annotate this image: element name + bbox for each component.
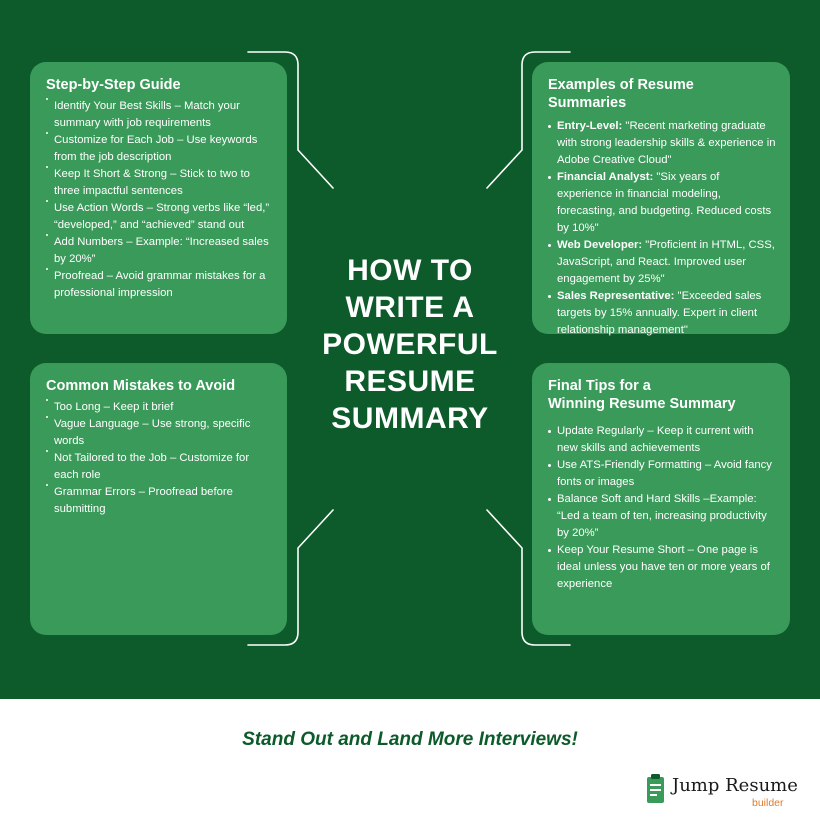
final-tip-item: Balance Soft and Hard Skills –Example: “Led a team of ten, increasing productivity by 20%”: [548, 491, 776, 542]
final-tip-item: Use ATS-Friendly Formatting – Avoid fancy fonts or images: [548, 457, 776, 491]
title-line: WRITE A: [345, 291, 475, 324]
example-item: [548, 288, 776, 339]
step-guide-card: [30, 62, 287, 334]
step-guide-item: Identify Your Best Skills – Match your summary with job requirements: [46, 98, 273, 132]
title-line: POWERFUL: [322, 328, 498, 361]
example-item: [548, 237, 776, 288]
main-title: [290, 252, 530, 437]
final-tip-item: Update Regularly – Keep it current with new skills and achievements: [548, 423, 776, 457]
logo-wordmark: Jump Resume: [672, 775, 798, 796]
final-tip-item: Keep Your Resume Short – One page is ideal unless you have ten or more years of experience: [548, 542, 776, 593]
logo-subtitle: builder: [752, 797, 784, 809]
example-label: Entry-Level:: [557, 120, 623, 132]
final-tips-heading-line2: Winning Resume Summary: [548, 396, 736, 412]
title-line: SUMMARY: [331, 402, 489, 435]
step-guide-item: Customize for Each Job – Use keywords from the job description: [46, 132, 273, 166]
final-tips-heading-line1: Final Tips for a: [548, 378, 651, 394]
example-text: "Six years of experience in financial modeling, forecasting, and budgeting. Reduced costs by 10%": [557, 171, 772, 234]
example-text: "Proficient in HTML, CSS, JavaScript, and React. Improved user engagement by 25%": [557, 239, 775, 285]
example-text: "Recent marketing graduate with strong leadership skills & experience in Adobe Creative Cloud": [557, 120, 776, 166]
step-guide-item: Keep It Short & Strong – Stick to two to three impactful sentences: [46, 166, 273, 200]
mistakes-heading: Common Mistakes to Avoid: [46, 378, 236, 394]
resume-document-icon: [646, 774, 668, 806]
step-guide-item: Add Numbers – Example: “Increased sales by 20%”: [46, 234, 273, 268]
examples-heading: Examples of Resume Summaries: [548, 77, 694, 111]
example-item: [548, 169, 776, 237]
mistakes-list: [46, 399, 273, 518]
mistake-item: Too Long – Keep it brief: [46, 399, 273, 416]
title-line: HOW TO: [347, 254, 473, 287]
examples-card: [532, 62, 790, 334]
step-guide-item: Use Action Words – Strong verbs like “led,” “developed,” and “achieved” stand out: [46, 200, 273, 234]
tagline: Stand Out and Land More Interviews!: [242, 729, 578, 750]
final-tips-heading: [548, 377, 776, 413]
mistakes-card: [30, 363, 287, 635]
example-label: Financial Analyst:: [557, 171, 654, 183]
step-guide-heading: Step-by-Step Guide: [46, 77, 181, 93]
step-guide-list: [46, 98, 273, 302]
brand-logo[interactable]: [646, 773, 806, 813]
mistake-item: Vague Language – Use strong, specific words: [46, 416, 273, 450]
example-label: Web Developer:: [557, 239, 643, 251]
mistake-item: Grammar Errors – Proofread before submitting: [46, 484, 273, 518]
example-item: [548, 118, 776, 169]
example-label: Sales Representative:: [557, 290, 675, 302]
final-tips-card: [532, 363, 790, 635]
step-guide-item: Proofread – Avoid grammar mistakes for a professional impression: [46, 268, 273, 302]
mistake-item: Not Tailored to the Job – Customize for each role: [46, 450, 273, 484]
final-tips-list: [548, 423, 776, 593]
title-line: RESUME: [344, 365, 476, 398]
example-text: "Exceeded sales targets by 15% annually. Expert in client relationship management": [557, 290, 762, 336]
examples-list: [548, 118, 776, 339]
